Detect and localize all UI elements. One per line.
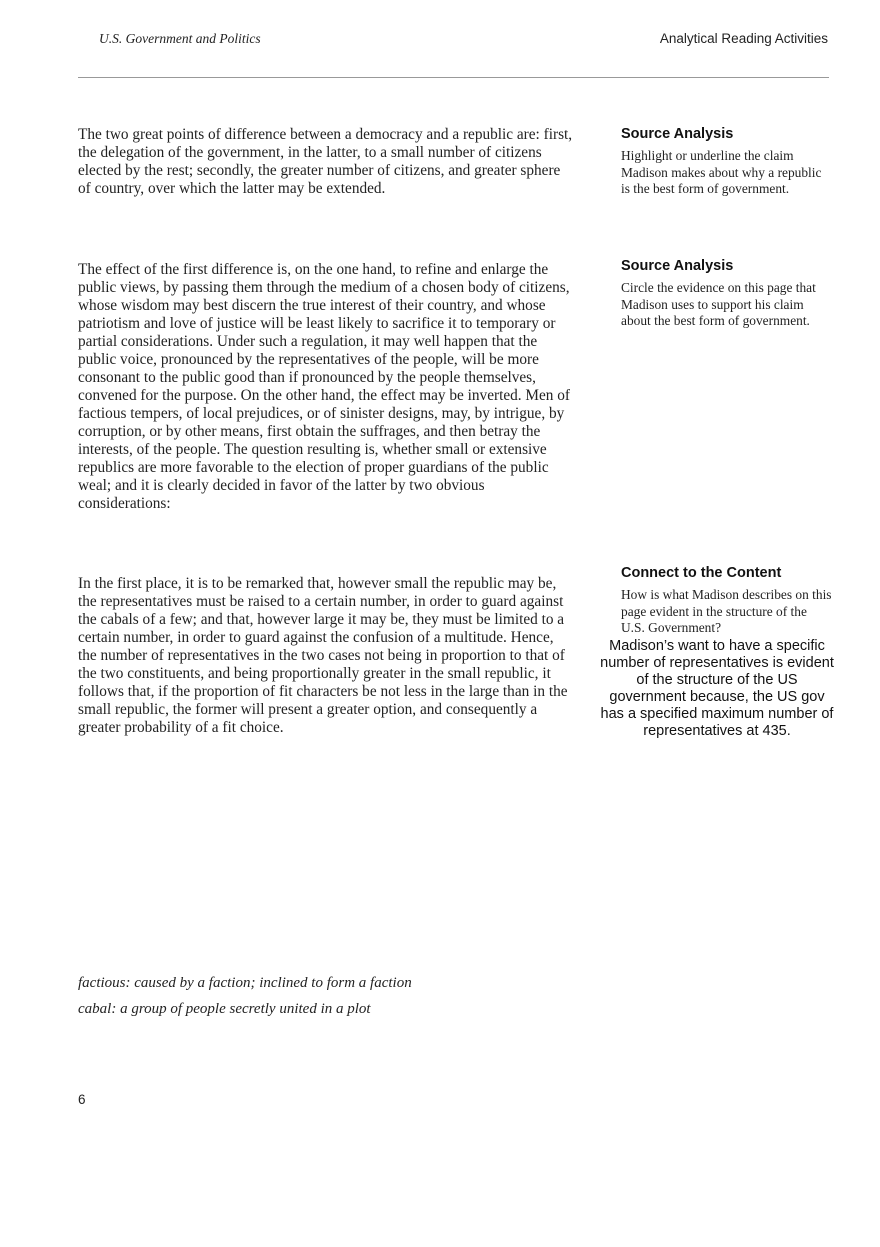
passage-paragraph-2: The effect of the first difference is, on the one hand, to refine and enlarge the public views, by passing them through the medium of a chosen body of citizens, whose wisdom may best discern the true interest of their country, and whose patriotism and love of justice will be least likely to sacrifice it to temporary or partial considerations. Under such a regulation, it may well happen that the public voice, pronounced by the representatives of the people, will be more consonant to the public good than if pronounced by the people themselves, convened for the purpose. On the other hand, the effect may be inverted. Men of factious tempers, of local prejudices, or of sinister designs, may, by intrigue, by corruption, or by other means, first obtain the suffrages, and then betray the interests, of the people. The question resulting is, whether small or extensive republics are more favorable to the election of proper guardians of the public weal; and it is clearly decided in favor of the latter by two obvious considerations: xyxy=(78,261,571,512)
passage-paragraph-3: In the first place, it is to be remarked that, however small the republic may be, the representatives must be raised to a certain number, in order to guard against the cabals of a few; and that, however large it may be, they must be limited to a certain number, in order to guard against the confusion of a multitude. Hence, the number of representatives in the two cases not being in proportion to that of the two constituents, and being proportionally greater in the small republic, it follows that, if the proportion of fit characters be not less in the large than in the small republic, the former will present a greater option, and consequently a greater probability of a fit choice. xyxy=(78,575,568,736)
running-header-section: Analytical Reading Activities xyxy=(659,31,828,46)
glossary-factious: factious: caused by a faction; inclined to form a faction xyxy=(78,975,412,991)
sidebar-prompt-circle-evidence: Circle the evidence on this page that Madison uses to support his claim about the best form of government. xyxy=(621,280,816,328)
sidebar-title-source-analysis-1: Source Analysis xyxy=(621,126,734,142)
glossary-cabal: cabal: a group of people secretly united in a plot xyxy=(78,1001,371,1017)
sidebar-prompt-connect-content: How is what Madison describes on this page evident in the structure of the U.S. Government? xyxy=(621,587,832,635)
running-header-title: U.S. Government and Politics xyxy=(99,31,261,46)
header-divider xyxy=(78,77,829,78)
sidebar-title-source-analysis-2: Source Analysis xyxy=(621,258,734,274)
sidebar-title-connect-content: Connect to the Content xyxy=(621,565,782,581)
page-number: 6 xyxy=(78,1092,86,1107)
sidebar-prompt-highlight-claim: Highlight or underline the claim Madison makes about why a republic is the best form of government. xyxy=(621,148,822,196)
student-answer-text[interactable]: Madison’s want to have a specific number of representatives is evident of the structure of the US government because, the US gov has a specified maximum number of representatives at 435. xyxy=(600,638,834,739)
passage-paragraph-1: The two great points of difference between a democracy and a republic are: first, the delegation of the government, in the latter, to a small number of citizens elected by the rest; secondly, the greater number of citizens, and greater sphere of country, over which the latter may be extended. xyxy=(78,126,573,197)
